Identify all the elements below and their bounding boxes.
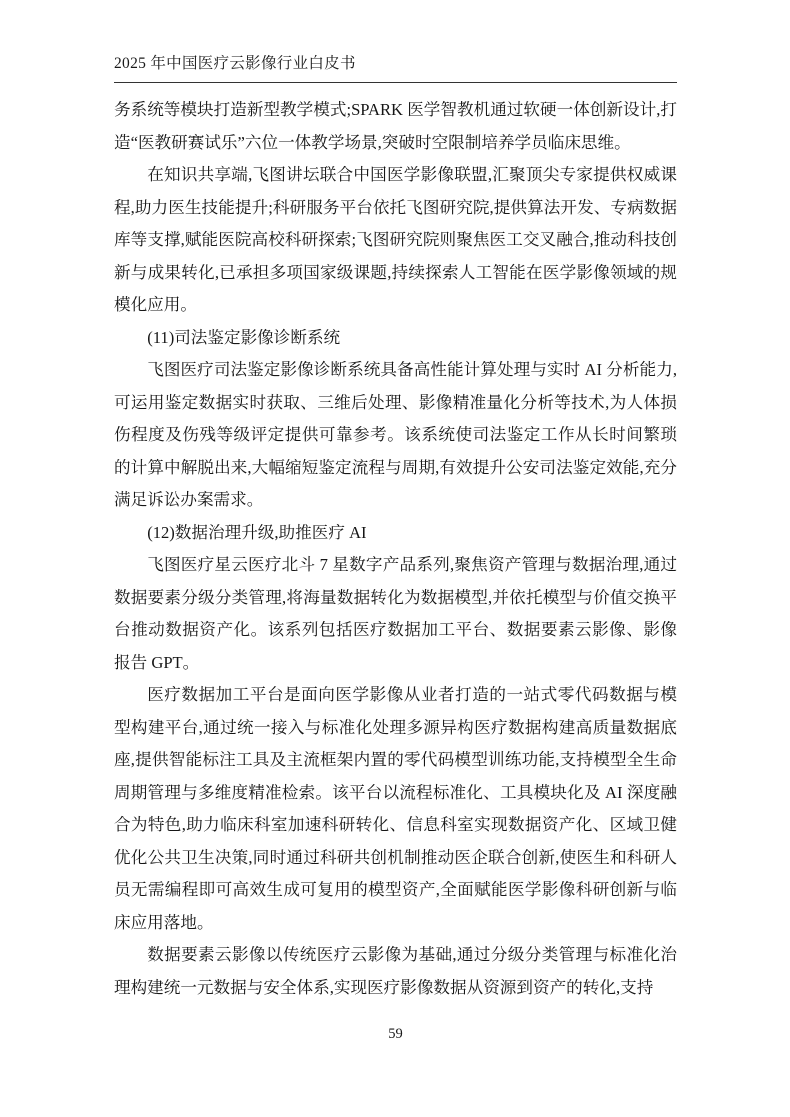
section-heading-12: (12)数据治理升级,助推医疗 AI (147, 522, 367, 542)
paragraph-data-processing-platform: 医疗数据加工平台是面向医学影像从业者打造的一站式零代码数据与模型构建平台,通过统一接入与标准化处理多源异构医疗数据构建高质量数据底座,提供智能标注工具及主流框架内置的零代码模型训练功能,支持模型全生命周期管理与多维度精准检索。该平台以流程标准化、工具模块化及 AI 深度融合为特色,助力临床科室加速科研转化、信息科室实现数据资产化、区域卫健优化公共卫生决策,同时通过科研共创机制推动医企联合创新,使医生和科研人员无需编程即可高效生成可复用的模型资产,全面赋能医学影像科研创新与临床应用落地。 (114, 685, 677, 932)
document-body (114, 94, 677, 1004)
section-heading-11: (11)司法鉴定影像诊断系统 (147, 327, 341, 347)
paragraph-knowledge-sharing: 在知识共享端,飞图讲坛联合中国医学影像联盟,汇聚顶尖专家提供权威课程,助力医生技能提升;科研服务平台依托飞图研究院,提供算法开发、专病数据库等支撑,赋能医院高校科研探索;飞图研究院则聚焦医工交叉融合,推动科技创新与成果转化,已承担多项国家级课题,持续探索人工智能在医学影像领域的规模化应用。 (114, 165, 677, 314)
header-divider (114, 82, 677, 83)
paragraph-beidou-series: 飞图医疗星云医疗北斗 7 星数字产品系列,聚焦资产管理与数据治理,通过数据要素分级分类管理,将海量数据转化为数据模型,并依托模型与价值交换平台推动数据资产化。该系列包括医疗数据加工平台、数据要素云影像、影像报告 GPT。 (114, 555, 677, 672)
paragraph-data-element-cloud-imaging: 数据要素云影像以传统医疗云影像为基础,通过分级分类管理与标准化治理构建统一元数据与安全体系,实现医疗影像数据从资源到资产的转化,支持 (114, 945, 677, 997)
running-header-title: 2025 年中国医疗云影像行业白皮书 (114, 55, 356, 72)
paragraph-forensic-system: 飞图医疗司法鉴定影像诊断系统具备高性能计算处理与实时 AI 分析能力,可运用鉴定数据实时获取、三维后处理、影像精准量化分析等技术,为人体损伤程度及伤残等级评定提供可靠参考。该系统使司法鉴定工作从长时间繁琐的计算中解脱出来,大幅缩短鉴定流程与周期,有效提升公安司法鉴定效能,充分满足诉讼办案需求。 (114, 360, 677, 509)
page-footer (114, 1026, 677, 1043)
page-header (114, 53, 677, 83)
page-number: 59 (388, 1026, 403, 1042)
paragraph-teaching-mode-continuation: 务系统等模块打造新型教学模式;SPARK 医学智教机通过软硬一体创新设计,打造“医教研赛试乐”六位一体教学场景,突破时空限制培养学员临床思维。 (114, 100, 677, 152)
